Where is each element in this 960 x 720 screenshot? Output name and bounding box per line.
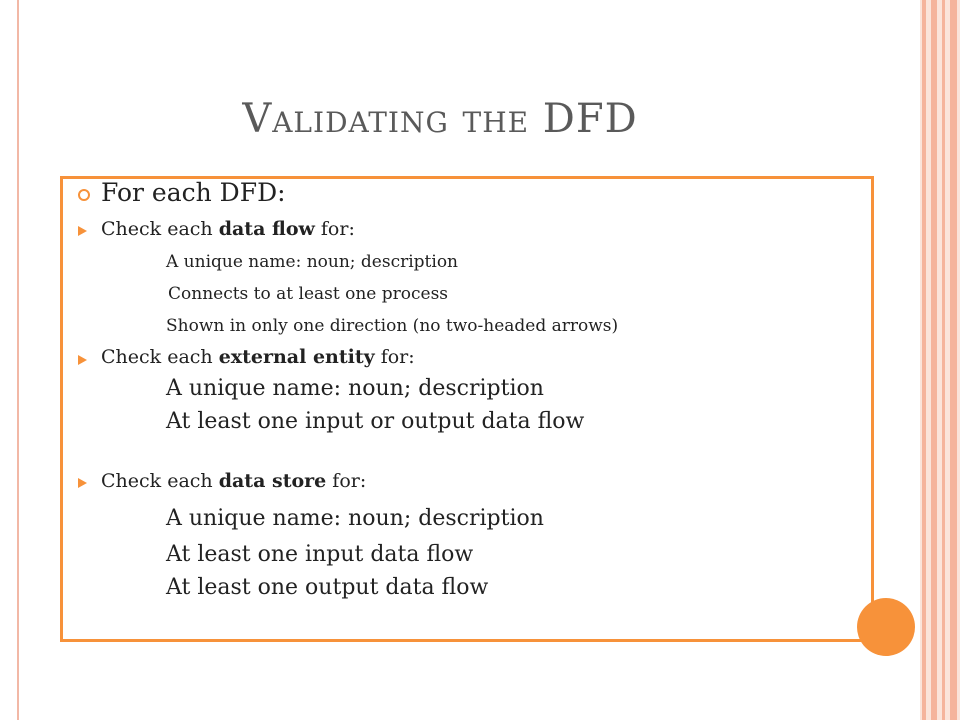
section-heading-suffix: for: [314,218,355,240]
right-frame-stripe [922,0,926,720]
list-item: At least one input or output data flow [166,409,585,434]
section-heading-keyword: external entity [218,346,375,368]
section-heading-keyword: data store [218,470,327,492]
section-heading-external-entity [101,346,415,368]
slide-title: Validating the DFD [242,96,638,142]
arrowhead-bullet-icon [78,478,87,488]
section-heading-prefix: Check each [101,470,219,492]
list-item: At least one input data flow [166,542,474,567]
list-item: Shown in only one direction (no two-headed arrows) [166,316,619,336]
section-heading-suffix: for: [374,346,415,368]
right-frame-stripe [950,0,957,720]
ring-bullet-icon [78,189,90,201]
right-frame-stripe [931,0,937,720]
section-heading-data-store [101,470,366,492]
intro-text: For each DFD: [101,178,286,207]
section-heading-prefix: Check each [101,346,219,368]
list-item: A unique name: noun; description [166,252,459,272]
section-heading-keyword: data flow [218,218,315,240]
decorative-circle [857,598,915,656]
arrowhead-bullet-icon [78,355,87,365]
section-heading-prefix: Check each [101,218,219,240]
list-item: A unique name: noun; description [166,376,544,401]
list-item: At least one output data flow [166,575,489,600]
arrowhead-bullet-icon [78,226,87,236]
list-item: Connects to at least one process [168,284,449,304]
section-heading-suffix: for: [326,470,367,492]
list-item: A unique name: noun; description [166,506,544,531]
right-frame-stripe [942,0,945,720]
section-heading-data-flow [101,218,355,240]
